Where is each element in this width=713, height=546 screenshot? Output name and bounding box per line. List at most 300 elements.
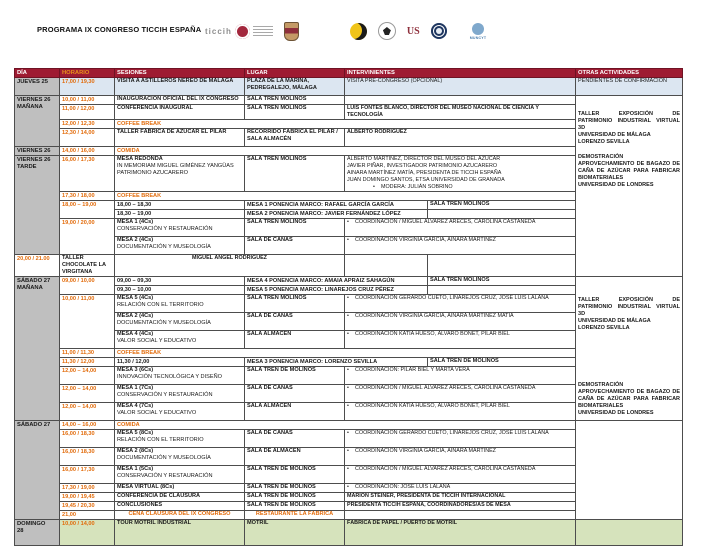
text-line: PEDREGALEJO, MÁLAGA <box>247 85 317 91</box>
text-line: VIERNES 26 <box>17 97 51 103</box>
ponencia-cell <box>245 210 428 219</box>
logo-muncyt <box>470 23 487 40</box>
bullet-icon: • <box>347 403 349 409</box>
text-line: 17,30 / 18,00 <box>62 193 95 199</box>
session-cell <box>115 511 245 520</box>
day-cell <box>15 78 60 96</box>
text-line: SALA TREN DE MOLINOS <box>247 493 316 499</box>
venue-cell <box>245 430 345 448</box>
speakers-cell <box>345 484 576 493</box>
break-cell <box>115 349 576 358</box>
navy-emblem-icon <box>431 23 447 39</box>
text-line: SALA TREN MOLINOS <box>247 295 307 301</box>
text-line: JUAN DOMINGO SANTOS, ETSA UNIVERSIDAD DE GRANADA <box>347 177 505 183</box>
venue-cell <box>428 358 576 367</box>
time-cell <box>60 201 115 219</box>
text-line: 10,00 / 11,00 <box>62 97 95 103</box>
time-cell <box>60 129 115 147</box>
text-line: 10,00 / 11,00 <box>62 296 95 302</box>
yellow-emblem-icon <box>350 23 367 40</box>
time-cell <box>60 430 115 448</box>
speakers-cell <box>345 129 576 147</box>
session-cell <box>115 493 245 502</box>
text-line: SALA TREN MOLINOS <box>247 105 307 111</box>
text-line: 09,00 / 10,00 <box>62 278 95 284</box>
day-cell <box>15 520 60 546</box>
table-row <box>15 277 683 286</box>
text-line: 10,00 / 14,00 <box>62 521 95 527</box>
text-line: MARION STEINER, PRESIDENTA DE TICCIH INTERNACIONAL <box>347 493 506 499</box>
text-line: MESA 5 PONENCIA MARCO: LINAREJOS CRUZ PÉREZ <box>247 287 394 293</box>
text-line: MAÑANA <box>17 285 43 291</box>
text-line: CONCLUSIONES <box>117 502 163 508</box>
ponencia-cell <box>245 286 428 295</box>
time-cell <box>60 403 115 421</box>
time-cell <box>60 295 115 349</box>
text-line: MESA 3 (6Cs) <box>117 367 154 373</box>
text-line: DEMOSTRACIÓN APROVECHAMIENTO DE BAGAZO DE CAÑA DE AZÚCAR PARA FABRICAR BIOMATERIALES <box>578 382 681 409</box>
text-line: MESA 3 PONENCIA MARCO: LORENZO SEVILLA <box>247 359 378 365</box>
time-cell <box>60 156 115 192</box>
venue-cell <box>245 520 345 546</box>
text-line: MESA VIRTUAL (8Cs) <box>117 484 175 490</box>
text-line: SALA TREN DE MOLINOS <box>247 367 316 373</box>
speakers-cell <box>345 403 576 421</box>
text-line: 21,00 <box>62 512 76 518</box>
session-cell <box>115 237 245 255</box>
text-line: SALA TREN DE MOLINOS <box>247 466 316 472</box>
text-line: 19,00 / 20,00 <box>62 220 95 226</box>
text-line: VIERNES 26 <box>17 157 51 163</box>
ticcih-text-lines <box>253 26 273 37</box>
text-line: COFFEE BREAK <box>117 193 162 199</box>
time-cell <box>15 255 60 277</box>
text-line: MESA 2 (4Cs) <box>117 237 154 243</box>
time-cell <box>60 192 115 201</box>
text-line: FÁBRICA DE PAPEL / PUERTO DE MOTRIL <box>347 520 458 526</box>
text-line: TALLER FÁBRICA DE AZÚCAR EL PILAR <box>117 129 227 135</box>
text-line: CONSERVACIÓN Y RESTAURACIÓN <box>117 226 213 232</box>
table-row <box>15 96 683 105</box>
text-line: JUEVES 25 <box>17 79 48 85</box>
text-line: 14,00 / 16,00 <box>62 148 95 154</box>
speakers-cell <box>345 385 576 403</box>
document-title: PROGRAMA IX CONGRESO TICCIH ESPAÑA <box>37 25 202 34</box>
venue-cell <box>245 129 345 147</box>
text-line: CENA CLAUSURA DEL IX CONGRESO <box>128 511 231 517</box>
bullet-icon: • <box>347 448 349 454</box>
activities-paragraph <box>578 154 680 189</box>
text-line: SALA TREN DE MOLINOS <box>247 484 316 490</box>
muncyt-circle-icon <box>472 23 484 35</box>
session-cell <box>115 156 245 192</box>
empty-cell <box>428 210 576 219</box>
session-cell <box>115 448 245 466</box>
text-line: RESTAURANTE LA FÁBRICA <box>255 511 334 517</box>
text-line: INAUGURACIÓN OFICIAL DEL IX CONGRESO <box>117 96 239 102</box>
ponencia-cell <box>245 201 428 210</box>
session-cell <box>115 502 245 511</box>
text-line: MESA 4 (4Cs) <box>117 331 154 337</box>
column-header-intervinientes: INTERVINIENTES <box>345 69 576 78</box>
venue-cell <box>245 466 345 484</box>
subtime-cell <box>115 286 245 295</box>
session-cell <box>115 520 245 546</box>
text-line: PENDIENTES DE CONFIRMACIÓN <box>578 78 667 84</box>
text-line: SALA ALMACÉN <box>247 136 292 142</box>
time-cell <box>60 349 115 358</box>
break-cell <box>115 120 576 129</box>
session-cell <box>60 255 115 277</box>
time-cell <box>60 96 115 105</box>
text-line: SALA ALMACÉN <box>247 331 292 337</box>
text-line: SALA TREN MOLINOS <box>247 156 307 162</box>
text-line: DOMINGO <box>17 521 46 527</box>
time-cell <box>60 484 115 493</box>
bullet-line: • COORDINACIÓN GERARDO CUETO, LINAREJOS CRUZ, JOSÉ LUIS LALANA <box>347 295 549 301</box>
empty-cell <box>345 255 428 277</box>
text-line: PLAZA DE LA MARINA, <box>247 78 310 84</box>
logo-navy-emblem <box>431 23 447 39</box>
bullet-line: • COORDINACIÓN VIRGINIA GARCÍA, AINARA MARTÍNEZ <box>347 237 496 243</box>
text-line: ALBERTO MARTÍNEZ, DIRECTOR DEL MUSEO DEL AZÚCAR <box>347 156 501 162</box>
session-cell <box>115 219 245 237</box>
session-cell <box>115 466 245 484</box>
venue-cell <box>245 403 345 421</box>
bullet-line: • COORDINACIÓN / MIGUEL ÁLVAREZ ARECES, CAROLINA CASTAÑEDA <box>347 219 536 225</box>
text-line: SALA DE CAÑAS <box>247 430 293 436</box>
speakers-cell <box>345 295 576 313</box>
bullet-line: • COORDINACIÓN KATIA HUESO, ÁLVARO BONET, PILAR BIEL <box>347 403 510 409</box>
speakers-cell <box>345 219 576 237</box>
text-line: LORENZO SEVILLA <box>578 139 630 145</box>
text-line: PATRIMONIO AZUCARERO <box>117 170 188 176</box>
text-line: 09,30 – 10,00 <box>117 287 152 293</box>
speakers-cell <box>345 105 576 120</box>
text-line: MESA 4 PONENCIA MARCO: AMAIA APRAIZ SAHAGÚN <box>247 278 395 284</box>
subtime-cell <box>115 210 245 219</box>
venue-cell <box>245 295 345 313</box>
text-line: 12,00 – 14,00 <box>62 368 97 374</box>
time-cell <box>60 493 115 502</box>
bullet-line: • COORDINACIÓN KATIA HUESO, ÁLVARO BONET, PILAR BIEL <box>347 331 510 337</box>
logo-city-crest <box>284 22 299 41</box>
day-cell <box>15 156 60 255</box>
text-line: MOTRIL <box>247 520 269 526</box>
empty-cell <box>576 421 683 520</box>
text-line: MESA 1 (4Cs) <box>117 219 154 225</box>
text-line: 16,00 / 18,30 <box>62 431 95 437</box>
logo-eagle-crest <box>378 22 396 40</box>
text-line: CONFERENCIA DE CLAUSURA <box>117 493 201 499</box>
text-line: TOUR MOTRIL INDUSTRIAL <box>117 520 192 526</box>
text-line: COMIDA <box>117 422 140 428</box>
speakers-cell <box>345 448 576 466</box>
text-line: 17,00 / 19,30 <box>62 79 95 85</box>
text-line: INNOVACIÓN TECNOLÓGICA Y DISEÑO <box>117 374 222 380</box>
table-header-row <box>15 69 683 78</box>
text-line: 11,00 / 12,00 <box>62 106 95 112</box>
text-line: SALA DE CAÑAS <box>247 313 293 319</box>
logo-universidad-sevilla <box>407 26 420 37</box>
venue-cell <box>245 385 345 403</box>
bullet-icon: • <box>373 184 375 190</box>
text-line: SALA TREN MOLINOS <box>430 277 490 283</box>
day-cell <box>15 147 60 156</box>
activities-paragraph <box>578 382 680 417</box>
text-line: MESA 1 PONENCIA MARCO: RAFAEL GARCÍA GARCÍA <box>247 202 394 208</box>
speakers-cell <box>345 502 576 511</box>
time-cell <box>60 147 115 156</box>
session-cell <box>115 295 245 313</box>
column-header-lugar: LUGAR <box>245 69 345 78</box>
venue-cell <box>245 237 345 255</box>
bullet-icon: • <box>347 219 349 225</box>
ticcih-rosette-icon <box>235 24 250 39</box>
bullet-icon: • <box>347 385 349 391</box>
time-cell <box>60 358 115 367</box>
bullet-line: • COORDINACIÓN VIRGINIA GARCÍA, AINARA MARTÍNEZ <box>347 448 496 454</box>
eagle-crest-icon <box>378 22 396 40</box>
session-cell <box>115 385 245 403</box>
text-line: 11,30 / 12,00 <box>117 359 150 365</box>
text-line: 09,00 – 09,30 <box>117 278 152 284</box>
text-line: 16,00 / 17,30 <box>62 157 95 163</box>
text-line: LUIS FONTES BLANCO, DIRECTOR DEL MUSEO NACIONAL DE CIENCIA Y TECNOLOGÍA <box>347 105 539 118</box>
city-crest-icon <box>284 22 299 41</box>
text-line: 19,45 / 20,30 <box>62 503 95 509</box>
text-line: RECORRIDO FÁBRICA EL PILAR / <box>247 129 338 135</box>
speakers-cell <box>345 313 576 331</box>
text-line: MESA 1 (5Cs) <box>117 466 154 472</box>
text-line: MIGUEL ÁNGEL RODRÍGUEZ <box>192 255 267 261</box>
speakers-cell <box>345 520 576 546</box>
ticcih-wordmark: ticcih <box>205 26 232 36</box>
empty-cell <box>345 511 576 520</box>
text-line: 16,00 / 17,30 <box>62 467 95 473</box>
break-cell <box>115 147 576 156</box>
text-line: VIERNES 26 <box>17 148 51 154</box>
text-line: TALLER CHOCOLATE LA VIRGITANA <box>62 255 106 275</box>
text-line: COFFEE BREAK <box>117 350 162 356</box>
bullet-line: • COORDINACIÓN: JOSÉ LUIS LALANA <box>347 484 451 490</box>
text-line: SALA TREN DE MOLINOS <box>247 502 316 508</box>
time-cell <box>60 78 115 96</box>
text-line: DOCUMENTACIÓN Y MUSEOLOGÍA <box>117 320 211 326</box>
bullet-line: • MODERA: JULIÁN SOBRINO <box>373 184 453 190</box>
text-line: UNIVERSIDAD DE MÁLAGA <box>578 318 651 324</box>
table-row <box>15 520 683 546</box>
bullet-icon: • <box>347 367 349 373</box>
bullet-icon: • <box>347 484 349 490</box>
bullet-icon: • <box>347 331 349 337</box>
text-line: SÁBADO 27 <box>17 422 51 428</box>
text-line: SALA DE CAÑAS <box>247 237 293 243</box>
activities-cell <box>576 78 683 96</box>
time-cell <box>60 277 115 295</box>
speakers-cell <box>345 78 576 96</box>
venue-cell <box>245 105 345 120</box>
bullet-line: • COORDINACIÓN / MIGUEL ÁLVAREZ ARECES, CAROLINA CASTAÑEDA <box>347 385 536 391</box>
venue-cell <box>245 448 345 466</box>
text-line: 16,00 / 18,30 <box>62 449 95 455</box>
universidad-sevilla-wordmark: US <box>406 25 420 37</box>
text-line: 12,00 / 12,30 <box>62 121 95 127</box>
text-line: MESA 2 PONENCIA MARCO: JAVIER FERNÁNDEZ LÓPEZ <box>247 211 401 217</box>
time-cell <box>60 421 115 430</box>
time-cell <box>60 511 115 520</box>
text-line: MESA 1 (7Cs) <box>117 385 154 391</box>
session-cell <box>115 367 245 385</box>
text-line: ALBERTO RODRÍGUEZ <box>347 129 407 135</box>
bullet-line: • COORDINACIÓN VIRGINIA GARCÍA, AINARA MARTÍNEZ MATÍA <box>347 313 514 319</box>
bullet-line: • COORDINACIÓN GERARDO CUETO, LINAREJOS CRUZ, JOSÉ LUIS LALANA <box>347 430 549 436</box>
text-line: 18,30 – 19,00 <box>117 211 152 217</box>
text-line: VALOR SOCIAL Y EDUCATIVO <box>117 410 197 416</box>
text-line: VALOR SOCIAL Y EDUCATIVO <box>117 338 197 344</box>
day-cell <box>15 96 60 147</box>
ponencia-cell <box>245 358 428 367</box>
day-cell <box>15 277 60 421</box>
subtime-cell <box>115 277 245 286</box>
table-row <box>15 78 683 96</box>
venue-cell <box>245 502 345 511</box>
empty-cell <box>428 286 576 295</box>
activities-paragraph <box>578 111 680 146</box>
empty-cell <box>345 96 576 105</box>
venue-cell <box>245 156 345 192</box>
logo-ticcih-espana <box>205 24 273 39</box>
text-line: 14,00 – 16,00 <box>62 422 97 428</box>
text-line: 11,30 / 12,00 <box>62 359 95 365</box>
bullet-icon: • <box>347 313 349 319</box>
day-cell <box>15 421 60 520</box>
session-cell <box>115 430 245 448</box>
text-line: TALLER EXPOSICIÓN DE PATRIMONIO INDUSTRIAL VIRTUAL 3D <box>578 297 681 317</box>
bullet-icon: • <box>347 430 349 436</box>
text-line: MESA 5 (8Cs) <box>117 430 154 436</box>
text-line: SALA DE CAÑAS <box>247 385 293 391</box>
session-cell <box>115 484 245 493</box>
session-cell <box>115 105 245 120</box>
activities-paragraph <box>578 297 680 332</box>
text-line: 12,00 – 14,00 <box>62 386 97 392</box>
bullet-icon: • <box>347 237 349 243</box>
text-line: CONSERVACIÓN Y RESTAURACIÓN <box>117 392 213 398</box>
bullet-icon: • <box>347 466 349 472</box>
venue-cell <box>245 484 345 493</box>
text-line: SALA DE ALMACÉN <box>247 448 301 454</box>
empty-cell <box>576 520 683 546</box>
column-header-sesiones: SESIONES <box>115 69 245 78</box>
bullet-line: • COORDINACIÓN / MIGUEL ÁLVAREZ ARECES, CAROLINA CASTAÑEDA <box>347 466 536 472</box>
session-cell <box>115 313 245 331</box>
venue-cell <box>428 201 576 210</box>
text-line: MESA 2 (4Cs) <box>117 313 154 319</box>
text-line: 18,00 – 19,00 <box>62 202 97 208</box>
time-cell <box>60 448 115 466</box>
column-header-horario: HORARIO <box>60 69 115 78</box>
ponencia-cell <box>245 277 428 286</box>
column-header-otras-actividades: OTRAS ACTIVIDADES <box>576 69 683 78</box>
venue-cell <box>245 313 345 331</box>
text-line: 17,30 / 19,00 <box>62 485 95 491</box>
logo-yellow-emblem <box>350 23 367 40</box>
text-line: UNIVERSIDAD DE MÁLAGA <box>578 132 651 138</box>
time-cell <box>60 520 115 546</box>
venue-cell <box>245 493 345 502</box>
text-line: 18,00 – 18,30 <box>117 202 152 208</box>
session-cell <box>115 403 245 421</box>
venue-cell <box>428 277 576 286</box>
session-cell <box>115 331 245 349</box>
text-line: LORENZO SEVILLA <box>578 325 630 331</box>
speakers-cell <box>115 255 345 277</box>
text-line: VISITA A ASTILLEROS NEREO DE MÁLAGA <box>117 78 234 84</box>
venue-cell <box>245 96 345 105</box>
text-line: SALA TREN MOLINOS <box>247 96 307 102</box>
speakers-cell <box>345 367 576 385</box>
time-cell <box>60 105 115 120</box>
time-cell <box>60 466 115 484</box>
text-line: COFFEE BREAK <box>117 121 162 127</box>
text-line: VISITA PRE-CONGRESO (OPCIONAL) <box>347 78 443 84</box>
bullet-line: • COORDINACIÓN: PILAR BIEL Y MARTA VERA <box>347 367 470 373</box>
program-table <box>14 68 683 546</box>
text-line: RELACIÓN CON EL TERRITORIO <box>117 437 204 443</box>
text-line: MESA 2 (8Cs) <box>117 448 154 454</box>
text-line: AINARA MARTÍNEZ MATÍA, PRESIDENTA DE TICCIH ESPAÑA <box>347 170 502 176</box>
text-line: DOCUMENTACIÓN Y MUSEOLOGÍA <box>117 244 211 250</box>
text-line: JAVIER PIÑAR, INVESTIGADOR PATRIMONIO AZUCARERO <box>347 163 498 169</box>
text-line: MESA 4 (7Cs) <box>117 403 154 409</box>
text-line: 12,30 / 14,00 <box>62 130 95 136</box>
venue-cell <box>245 331 345 349</box>
break-cell <box>115 192 576 201</box>
speakers-cell <box>345 331 576 349</box>
text-line: MAÑANA <box>17 104 43 110</box>
text-line: 20,00 / 21.00 <box>17 256 50 262</box>
venue-cell <box>245 219 345 237</box>
activities-cell <box>576 96 683 277</box>
muncyt-label: MUNCYT <box>469 35 487 40</box>
text-line: 11,00 / 11,30 <box>62 350 95 356</box>
text-line: CONFERENCIA INAUGURAL <box>117 105 193 111</box>
time-cell <box>60 120 115 129</box>
speakers-cell <box>345 237 576 255</box>
text-line: DEMOSTRACIÓN APROVECHAMIENTO DE BAGAZO DE CAÑA DE AZÚCAR PARA FABRICAR BIOMATERIALES <box>578 154 681 181</box>
subtime-cell <box>115 201 245 210</box>
time-cell <box>60 502 115 511</box>
text-line: SALA TREN MOLINOS <box>430 201 490 207</box>
text-line: SALA TREN DE MOLINOS <box>430 358 499 364</box>
text-line: SALA TREN MOLINOS <box>247 219 307 225</box>
text-line: UNIVERSIDAD DE LONDRES <box>578 182 654 188</box>
text-line: IN MEMORIAM MIGUEL GIMÉNEZ YANGÜAS <box>117 163 234 169</box>
text-line: PRESIDENTA TICCIH ESPAÑA, COORDINADORES/AS DE MESA <box>347 502 511 508</box>
text-line: DOCUMENTACIÓN Y MUSEOLOGÍA <box>117 455 211 461</box>
subtime-cell <box>115 358 245 367</box>
time-cell <box>60 219 115 255</box>
text-line: COMIDA <box>117 148 140 154</box>
text-line: 28 <box>17 528 24 534</box>
venue-cell <box>245 78 345 96</box>
column-header-d-a: DÍA <box>15 69 60 78</box>
time-cell <box>60 385 115 403</box>
break-cell <box>115 421 576 430</box>
text-line: TARDE <box>17 164 37 170</box>
text-line: TALLER EXPOSICIÓN DE PATRIMONIO INDUSTRIAL VIRTUAL 3D <box>578 111 681 131</box>
